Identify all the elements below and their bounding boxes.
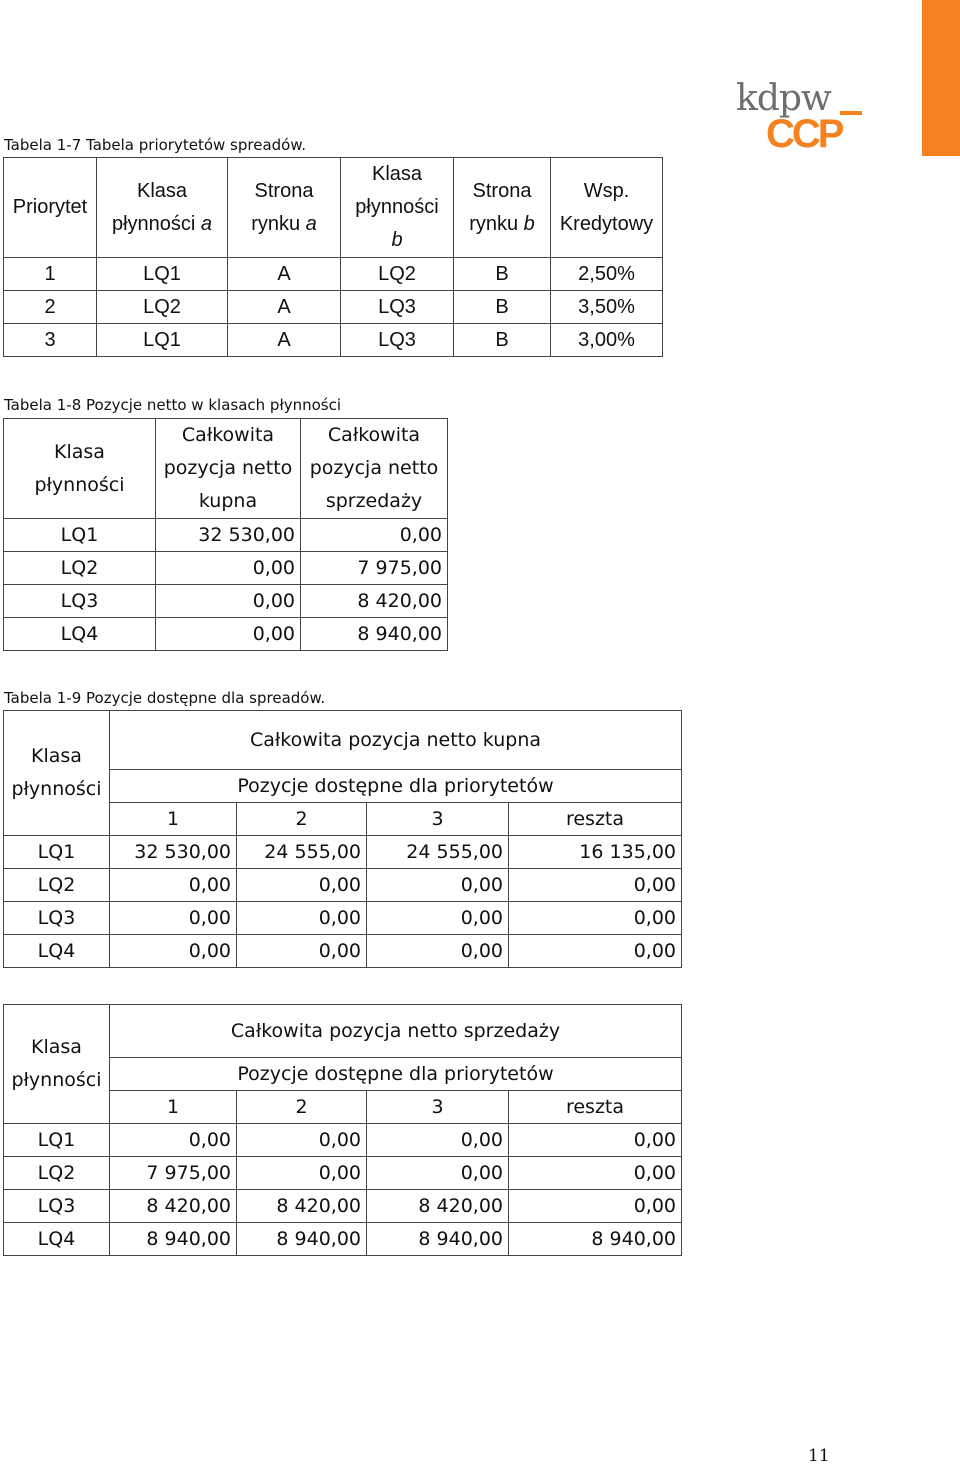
- orange-corner-bar: [922, 0, 960, 156]
- header-klasa-b: Klasa płynności b: [341, 158, 454, 258]
- cell: 0,00: [156, 552, 301, 585]
- cell: 2: [4, 291, 97, 324]
- cell: 32 530,00: [110, 836, 237, 869]
- header-priority-3: 3: [367, 1091, 509, 1124]
- header-strona-b: Strona rynku b: [454, 158, 551, 258]
- cell: 0,00: [156, 585, 301, 618]
- cell: LQ1: [4, 519, 156, 552]
- cell: LQ4: [4, 618, 156, 651]
- table-row: [4, 836, 682, 869]
- cell: 0,00: [509, 1190, 682, 1223]
- cell: 8 940,00: [509, 1223, 682, 1256]
- cell: 1: [4, 258, 97, 291]
- cell: 0,00: [509, 869, 682, 902]
- cell: B: [454, 324, 551, 357]
- cell: 0,00: [110, 902, 237, 935]
- cell: 0,00: [509, 1124, 682, 1157]
- header-klasa: Klasa płynności: [4, 419, 156, 519]
- table-header-row: [4, 711, 682, 770]
- logo-dash: [840, 111, 862, 115]
- table-header-row: [4, 1005, 682, 1058]
- cell: 8 940,00: [110, 1223, 237, 1256]
- cell: 0,00: [110, 935, 237, 968]
- table-row: [4, 291, 663, 324]
- cell: 8 940,00: [367, 1223, 509, 1256]
- cell: 0,00: [367, 935, 509, 968]
- table-row: [4, 552, 448, 585]
- cell: LQ1: [97, 324, 228, 357]
- cell: LQ1: [4, 836, 110, 869]
- cell: 0,00: [237, 1124, 367, 1157]
- table-row: [4, 1157, 682, 1190]
- cell: 3: [4, 324, 97, 357]
- header-pozycje-dostepne: Pozycje dostępne dla priorytetów: [110, 1058, 682, 1091]
- cell: 0,00: [110, 869, 237, 902]
- header-calkowita-kupna: Całkowita pozycja netto kupna: [110, 711, 682, 770]
- cell: A: [228, 258, 341, 291]
- available-positions-kupna-table: [3, 710, 682, 968]
- header-calkowita-kupna: Całkowita pozycja netto kupna: [156, 419, 301, 519]
- net-positions-table: [3, 418, 448, 651]
- cell: LQ1: [4, 1124, 110, 1157]
- cell: 0,00: [156, 618, 301, 651]
- header-priority-1: 1: [110, 1091, 237, 1124]
- cell: 0,00: [237, 869, 367, 902]
- cell: 8 420,00: [301, 585, 448, 618]
- cell: LQ2: [4, 552, 156, 585]
- cell: 2,50%: [551, 258, 663, 291]
- cell: LQ3: [341, 324, 454, 357]
- cell: 0,00: [301, 519, 448, 552]
- cell: B: [454, 291, 551, 324]
- header-strona-a: Strona rynku a: [228, 158, 341, 258]
- header-priority-1: 1: [110, 803, 237, 836]
- table-header-row: [4, 158, 663, 258]
- header-priority-3: 3: [367, 803, 509, 836]
- header-priority-2: 2: [237, 803, 367, 836]
- page-number: 11: [808, 1446, 830, 1466]
- cell: LQ3: [4, 585, 156, 618]
- header-wsp-kredytowy: Wsp. Kredytowy: [551, 158, 663, 258]
- cell: LQ4: [4, 1223, 110, 1256]
- cell: 0,00: [509, 902, 682, 935]
- table-row: [4, 869, 682, 902]
- cell: 7 975,00: [110, 1157, 237, 1190]
- cell: 0,00: [509, 935, 682, 968]
- cell: LQ3: [341, 291, 454, 324]
- table-row: [4, 1190, 682, 1223]
- cell: LQ1: [97, 258, 228, 291]
- cell: 0,00: [367, 902, 509, 935]
- cell: LQ2: [4, 1157, 110, 1190]
- header-calkowita-sprzedazy: Całkowita pozycja netto sprzedaży: [301, 419, 448, 519]
- header-calkowita-sprzedazy: Całkowita pozycja netto sprzedaży: [110, 1005, 682, 1058]
- header-klasa-a: Klasa płynności a: [97, 158, 228, 258]
- cell: 8 420,00: [110, 1190, 237, 1223]
- cell: 16 135,00: [509, 836, 682, 869]
- cell: 7 975,00: [301, 552, 448, 585]
- cell: 0,00: [367, 869, 509, 902]
- cell: 24 555,00: [237, 836, 367, 869]
- header-priorytet: Priorytet: [4, 158, 97, 258]
- cell: 24 555,00: [367, 836, 509, 869]
- cell: LQ3: [4, 902, 110, 935]
- header-klasa: Klasa płynności: [4, 711, 110, 836]
- cell: 0,00: [237, 935, 367, 968]
- cell: LQ2: [97, 291, 228, 324]
- cell: 8 420,00: [237, 1190, 367, 1223]
- cell: B: [454, 258, 551, 291]
- table-header-row: [4, 419, 448, 519]
- cell: LQ2: [341, 258, 454, 291]
- cell: A: [228, 324, 341, 357]
- cell: 3,00%: [551, 324, 663, 357]
- header-priority-reszta: reszta: [509, 803, 682, 836]
- cell: 0,00: [509, 1157, 682, 1190]
- cell: 8 420,00: [367, 1190, 509, 1223]
- cell: 8 940,00: [237, 1223, 367, 1256]
- available-positions-sprzedazy-table: [3, 1004, 682, 1256]
- table-row: [4, 902, 682, 935]
- cell: LQ3: [4, 1190, 110, 1223]
- table-row: [4, 618, 448, 651]
- cell: LQ4: [4, 935, 110, 968]
- logo-ccp-text: CCP: [766, 112, 842, 156]
- header-priority-reszta: reszta: [509, 1091, 682, 1124]
- table-row: [4, 324, 663, 357]
- header-priority-2: 2: [237, 1091, 367, 1124]
- table-row: [4, 585, 448, 618]
- cell: 0,00: [237, 1157, 367, 1190]
- table17-caption: Tabela 1-7 Tabela priorytetów spreadów.: [4, 136, 306, 154]
- logo-kdpw-text: kdpw: [736, 78, 831, 119]
- cell: 0,00: [367, 1157, 509, 1190]
- header-pozycje-dostepne: Pozycje dostępne dla priorytetów: [110, 770, 682, 803]
- cell: 8 940,00: [301, 618, 448, 651]
- table-row: [4, 258, 663, 291]
- table-row: [4, 1124, 682, 1157]
- cell: 32 530,00: [156, 519, 301, 552]
- cell: 3,50%: [551, 291, 663, 324]
- table18-caption: Tabela 1-8 Pozycje netto w klasach płynności: [4, 396, 342, 414]
- kdpw-ccp-logo: [736, 78, 868, 160]
- cell: 0,00: [237, 902, 367, 935]
- table-row: [4, 935, 682, 968]
- cell: 0,00: [367, 1124, 509, 1157]
- table-row: [4, 1223, 682, 1256]
- cell: LQ2: [4, 869, 110, 902]
- spread-priority-table: [3, 157, 663, 357]
- cell: A: [228, 291, 341, 324]
- cell: 0,00: [110, 1124, 237, 1157]
- table-row: [4, 519, 448, 552]
- header-klasa: Klasa płynności: [4, 1005, 110, 1124]
- table19-caption: Tabela 1-9 Pozycje dostępne dla spreadów.: [4, 689, 326, 707]
